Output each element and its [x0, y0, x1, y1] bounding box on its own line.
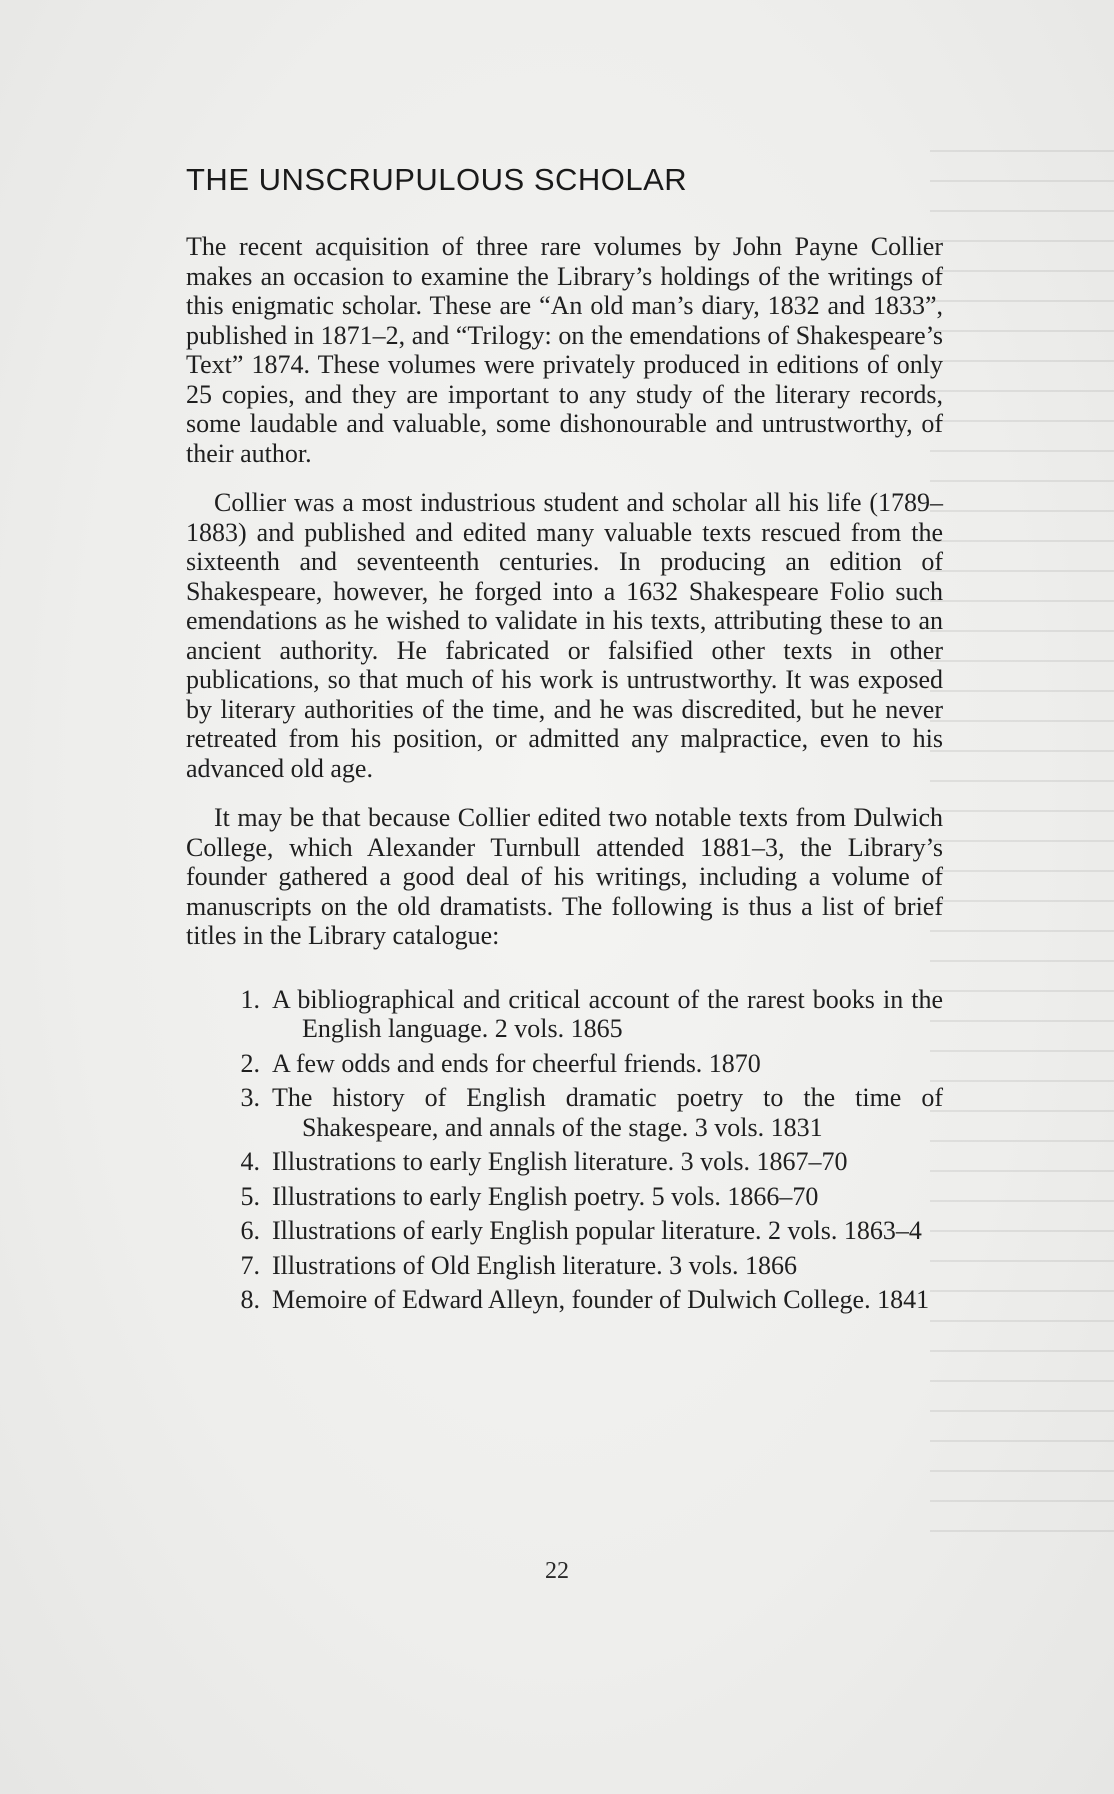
- list-item-text: Memoire of Edward Alleyn, founder of Dulwich College. 1841: [272, 1285, 930, 1314]
- paragraph-2: Collier was a most industrious student and scholar all his life (1789–1883) and published and edited many valuable texts rescued from the sixteenth and seventeenth centuries. In producing an edition of Shakespeare, however, he forged into a 1632 Shakespeare Folio such emendations as he wished to validate in his texts, attributing these to an ancient authority. He fabricated or falsified other texts in other publications, so that much of his work is untrustworthy. It was exposed by literary authorities of the time, and he was discredited, but he never retreated from his position, or admitted any malpractice, even to his advanced old age.: [186, 488, 943, 783]
- paragraph-3: It may be that because Collier edited two notable texts from Dulwich College, which Alexander Turnbull attended 1881–3, the Library’s founder gathered a good deal of his writings, including a volume of manuscripts on the old dramatists. The following is thus a list of brief titles in the Library catalogue:: [186, 803, 943, 950]
- list-item-number: 5.: [240, 1181, 260, 1211]
- list-item: [186, 1251, 943, 1281]
- list-item: [186, 1285, 943, 1315]
- list-item-text: Illustrations to early English poetry. 5 vols. 1866–70: [272, 1181, 819, 1211]
- list-item-text: Illustrations of Old English literature. 3 vols. 1866: [272, 1250, 797, 1280]
- show-through-text: [930, 150, 1114, 1550]
- list-item-number: 3.: [240, 1083, 260, 1112]
- catalogue-list: [186, 985, 943, 1315]
- list-item: [186, 1182, 943, 1212]
- list-item-text: Illustrations of early English popular literature. 2 vols. 1863–4: [272, 1216, 922, 1245]
- list-item: [186, 1147, 943, 1177]
- list-item-number: 6.: [240, 1216, 260, 1245]
- list-item: [186, 1216, 943, 1246]
- list-item-text: A bibliographical and critical account of the rarest books in the English language. 2 vols. 1865: [272, 984, 943, 1043]
- list-item-number: 7.: [240, 1250, 260, 1280]
- list-item: [186, 1049, 943, 1079]
- list-item-number: 1.: [240, 984, 260, 1014]
- list-item-text: A few odds and ends for cheerful friends. 1870: [272, 1048, 761, 1078]
- list-item-text: The history of English dramatic poetry to the time of Shakespeare, and annals of the stage. 3 vols. 1831: [272, 1083, 943, 1142]
- article-title: THE UNSCRUPULOUS SCHOLAR: [186, 162, 688, 197]
- list-item: [186, 1083, 943, 1142]
- paragraph-1: The recent acquisition of three rare volumes by John Payne Collier makes an occasion to examine the Library’s holdings of the writings of this enigmatic scholar. These are “An old man’s diary, 1832 and 1833”, published in 1871–2, and “Trilogy: on the emendations of Shakespeare’s Text” 1874. These volumes were privately produced in editions of only 25 copies, and they are important to any study of the literary records, some laudable and valuable, some dishonourable and untrustworthy, of their author.: [186, 232, 943, 468]
- list-item-text: Illustrations to early English literature. 3 vols. 1867–70: [272, 1147, 848, 1176]
- list-item-number: 8.: [240, 1285, 260, 1314]
- list-item-number: 2.: [240, 1048, 260, 1078]
- list-item: [186, 985, 943, 1044]
- list-item-number: 4.: [240, 1147, 260, 1176]
- article: [186, 160, 943, 1320]
- page-number: 22: [545, 1558, 569, 1584]
